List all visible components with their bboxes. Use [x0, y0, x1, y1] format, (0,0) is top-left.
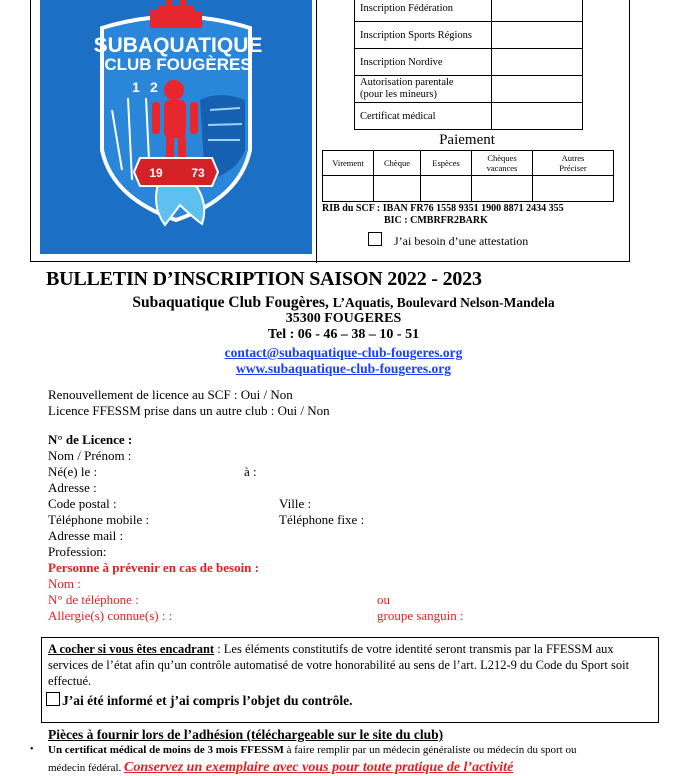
payment-col-cheque: Chèque: [374, 151, 421, 176]
notice-lead: A cocher si vous êtes encadrant: [48, 642, 215, 656]
emergency-title: Personne à prévenir en cas de besoin :: [48, 560, 259, 575]
email-field[interactable]: Adresse mail :: [48, 528, 124, 543]
payment-col-cheques-vacances: Chèques vacances: [472, 151, 533, 176]
control-consent-checkbox[interactable]: [46, 692, 60, 706]
logo-club-name-line2: CLUB FOUGÈRES: [104, 55, 252, 74]
attestation-checkbox[interactable]: [368, 232, 382, 246]
fee-label: Inscription Nordive: [355, 49, 492, 76]
payment-cell[interactable]: [323, 176, 374, 202]
fee-label: Certificat médical: [355, 103, 492, 130]
birth-place-field[interactable]: à :: [244, 464, 257, 479]
bullet-icon: •: [30, 744, 34, 755]
name-field[interactable]: Nom / Prénom :: [48, 448, 132, 463]
renewal-question: Renouvellement de licence au SCF : Oui / Non: [48, 387, 293, 402]
birth-date-field[interactable]: Né(e) le :: [48, 464, 98, 479]
payment-cell[interactable]: [472, 176, 533, 202]
club-address-line: [0, 294, 687, 312]
fee-row: [355, 103, 583, 130]
payment-col-autres: Autres Préciser: [533, 151, 614, 176]
address-field[interactable]: Adresse :: [48, 480, 97, 495]
club-logo-art: [40, 0, 312, 254]
depth-mark-2: 2: [150, 79, 158, 95]
payment-table: [322, 150, 614, 202]
fees-table: [354, 0, 583, 130]
website-line: [0, 360, 687, 378]
medical-certificate-rest: à faire remplir par un médecin généraliste ou médecin du sport ou: [283, 744, 577, 756]
fee-value-cell[interactable]: [492, 22, 583, 49]
club-name: Subaquatique Club Fougères,: [132, 294, 329, 311]
fee-row: [355, 22, 583, 49]
emergency-or: ou: [377, 592, 390, 607]
year-left: 19: [149, 166, 163, 180]
fee-label: Inscription Fédération: [355, 0, 492, 22]
fee-label: Inscription Sports Régions: [355, 22, 492, 49]
other-club-question: Licence FFESSM prise dans un autre club : Oui / Non: [48, 403, 330, 418]
email-link[interactable]: contact@subaquatique-club-fougeres.org: [224, 345, 463, 360]
website-link[interactable]: www.subaquatique-club-fougeres.org: [235, 361, 452, 376]
fee-row: [355, 49, 583, 76]
payment-col-especes: Espèces: [421, 151, 472, 176]
medical-certificate-prefix: médecin fédéral.: [48, 762, 122, 774]
supervisor-notice-text: [48, 641, 656, 689]
medical-certificate-line: [48, 744, 577, 756]
payment-entry-row: [323, 176, 614, 202]
medical-certificate-warning: Conservez un exemplaire avec vous pour toute pratique de l’activité: [124, 760, 514, 775]
landline-phone-field[interactable]: Téléphone fixe :: [279, 512, 365, 527]
fee-label: Autorisation parentale (pour les mineurs): [355, 76, 492, 103]
control-consent-label: J’ai été informé et j’ai compris l’objet du contrôle.: [62, 693, 353, 708]
fee-value-cell[interactable]: [492, 49, 583, 76]
form-title: BULLETIN D’INSCRIPTION SAISON 2022 - 2023: [46, 268, 482, 290]
attestation-label: J’ai besoin d’une attestation: [394, 234, 529, 248]
emergency-phone-field[interactable]: N° de téléphone :: [48, 592, 139, 607]
club-address: L’Aquatis, Boulevard Nelson-Mandela: [332, 295, 555, 310]
club-logo: [40, 0, 312, 254]
fee-row: [355, 76, 583, 103]
documents-title: Pièces à fournir lors de l’adhésion (téléchargeable sur le site du club): [48, 727, 444, 742]
header-divider: [316, 0, 317, 263]
fee-value-cell[interactable]: [492, 76, 583, 103]
depth-mark-1: 1: [132, 79, 140, 95]
payment-cell[interactable]: [421, 176, 472, 202]
notice-body: : Les éléments constitutifs de votre identité seront transmis par la FFESSM aux services de l’état afin qu’un contrôle automatisé de votre honorabilité au sens de l’art. L212-9 du Code du Sport soit effectué.: [48, 642, 630, 688]
allergy-field[interactable]: Allergie(s) connue(s) : :: [48, 608, 173, 623]
profession-field[interactable]: Profession:: [48, 544, 107, 559]
payment-header-row: [323, 151, 614, 176]
bic-line: BIC : CMBRFR2BARK: [384, 215, 488, 226]
year-banner: [134, 158, 218, 186]
logo-club-name-line1: SUBAQUATIQUE: [93, 34, 263, 57]
blood-group-field[interactable]: groupe sanguin :: [377, 608, 464, 623]
club-phone: Tel : 06 - 46 – 38 – 10 - 51: [267, 327, 420, 342]
payment-col-virement: Virement: [323, 151, 374, 176]
licence-number-field[interactable]: N° de Licence :: [48, 432, 133, 447]
payment-title: Paiement: [439, 132, 495, 148]
medical-certificate-bold: Un certificat médical de moins de 3 mois FFESSM: [48, 744, 284, 756]
year-right: 73: [191, 166, 205, 180]
city-field[interactable]: Ville :: [279, 496, 312, 511]
payment-cell[interactable]: [533, 176, 614, 202]
rib-line: RIB du SCF : IBAN FR76 1558 9351 1900 8871 2434 355: [322, 203, 564, 214]
postal-code-field[interactable]: Code postal :: [48, 496, 117, 511]
mobile-phone-field[interactable]: Téléphone mobile :: [48, 512, 150, 527]
medical-certificate-cut-line: [48, 760, 513, 776]
fee-value-cell[interactable]: [492, 0, 583, 22]
emergency-name-field[interactable]: Nom :: [48, 576, 81, 591]
club-city: 35300 FOUGERES: [285, 311, 402, 326]
fee-value-cell[interactable]: [492, 103, 583, 130]
fee-row: [355, 0, 583, 22]
payment-cell[interactable]: [374, 176, 421, 202]
